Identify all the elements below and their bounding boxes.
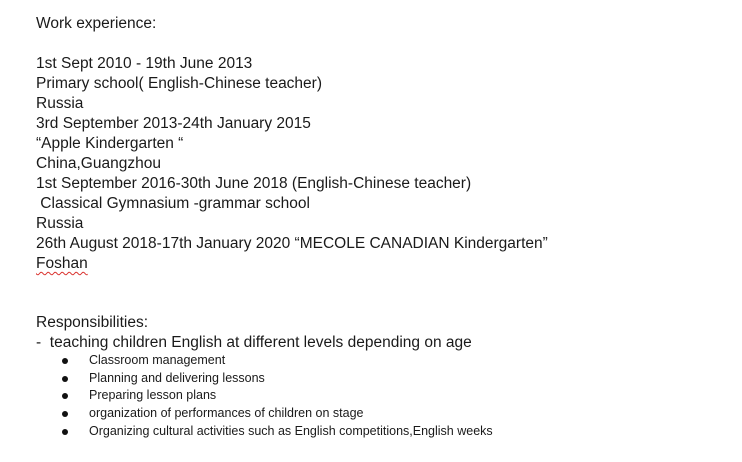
- spellcheck-underlined-word: Foshan: [36, 255, 88, 272]
- experience-line: Classical Gymnasium -grammar school: [36, 195, 310, 212]
- work-experience-heading: Work experience:: [36, 15, 157, 32]
- list-item-text: Organizing cultural activities such as English competitions,English weeks: [89, 423, 493, 438]
- experience-line: “Apple Kindergarten “: [36, 135, 184, 152]
- experience-line: 1st Sept 2010 - 19th June 2013: [36, 55, 253, 72]
- bullet-icon: [62, 358, 68, 364]
- experience-line: 26th August 2018-17th January 2020 “MECOLE CANADIAN Kindergarten”: [36, 235, 548, 252]
- experience-line-location: [36, 254, 88, 274]
- experience-line: 1st September 2016-30th June 2018 (English-Chinese teacher): [36, 175, 472, 192]
- experience-line: China,Guangzhou: [36, 155, 161, 172]
- list-item-text: Preparing lesson plans: [89, 388, 217, 403]
- bullet-icon: [62, 411, 68, 417]
- experience-line: Russia: [36, 215, 84, 232]
- responsibilities-heading: Responsibilities:: [36, 314, 148, 331]
- experience-line: Russia: [36, 95, 84, 112]
- bullet-icon: [62, 376, 68, 382]
- responsibilities-intro: - teaching children English at different levels depending on age: [36, 334, 472, 351]
- list-item-text: organization of performances of children on stage: [89, 406, 364, 421]
- list-item-text: Classroom management: [89, 353, 226, 367]
- experience-line: 3rd September 2013-24th January 2015: [36, 115, 311, 132]
- list-item-text: Planning and delivering lessons: [89, 370, 265, 385]
- bullet-icon: [62, 393, 68, 399]
- bullet-icon: [62, 429, 68, 435]
- experience-line: Primary school( English-Chinese teacher): [36, 75, 323, 92]
